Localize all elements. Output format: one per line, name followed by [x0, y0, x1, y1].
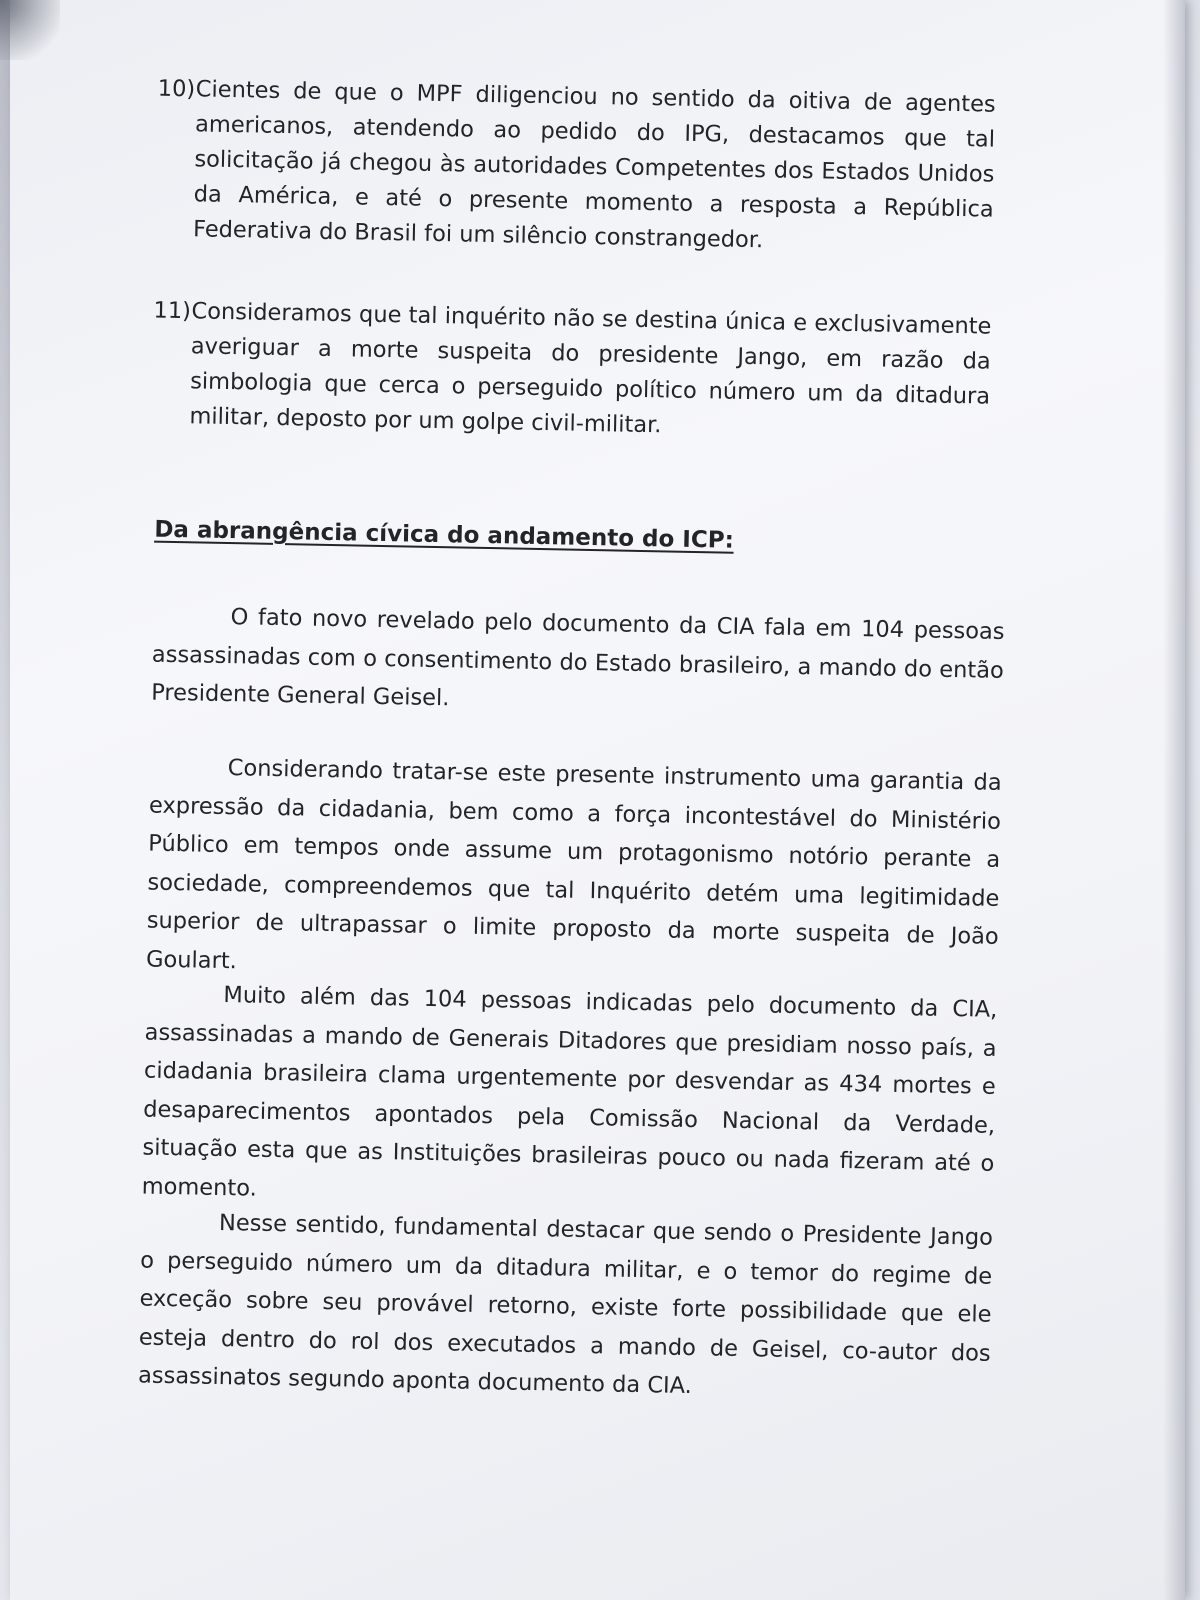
paragraph-3: Muito além das 104 pessoas indicadas pelo documento da CIA, assassinadas a mando de Generais Ditadores que presidiam nosso país, a cidadania brasileira clama urgentemente por desvendar as 434 mortes e desaparecimentos apontados pela Comissão Nacional da Verdade, situação esta que as Instituições brasileiras pouco ou nada fizeram até o momento.: [141, 982, 998, 1202]
list-item-text: Consideramos que tal inquérito não se destina única e exclusivamente averiguar a morte suspeita do presidente Jango, em razão da simbologia que cerca o perseguido político número um da ditadura militar, deposto por um golpe civil-militar.: [189, 298, 992, 439]
list-item-text: Cientes de que o MPF diligenciou no sentido da oitiva de agentes americanos, atendendo ao pedido do IPG, destacamos que tal solicitação já chegou às autoridades Competentes dos Estados Unidos da América, e até o presente momento a resposta a República Federativa do Brasil foi um silêncio constrangedor.: [192, 76, 996, 254]
paragraph-4: Nesse sentido, fundamental destacar que sendo o Presidente Jango o perseguido número um da ditadura militar, e o temor do regime de exceção sobre seu provável retorno, existe forte possibilidade que ele esteja dentro do rol dos executados a mando de Geisel, co-autor dos assassinatos segundo aponta documento da CIA.: [137, 1209, 994, 1400]
paragraph-2: Considerando tratar-se este presente instrumento uma garantia da expressão da cidadania, bem como a força incontestável do Ministério Público em tempos onde assume um protagonismo notório perante a sociedade, compreendemos que tal Inquérito detém uma legitimidade superior de ultrapassar o limite proposto da morte suspeita de João Goulart.: [145, 755, 1002, 974]
list-item-10: [155, 72, 1006, 263]
paragraph-1: O fato novo revelado pelo documento da CIA fala em 104 pessoas assassinadas com o consentimento do Estado brasileiro, a mando do então Presidente General Geisel.: [150, 604, 1005, 712]
list-item-number: 10): [157, 75, 196, 103]
paper-page: [10, 0, 1185, 1600]
section-heading: Da abrangência cívica do andamento do ICP:: [154, 516, 735, 554]
corner-shadow: [0, 0, 60, 60]
list-item-11: [151, 294, 1002, 450]
list-item-number: 11): [153, 297, 192, 325]
